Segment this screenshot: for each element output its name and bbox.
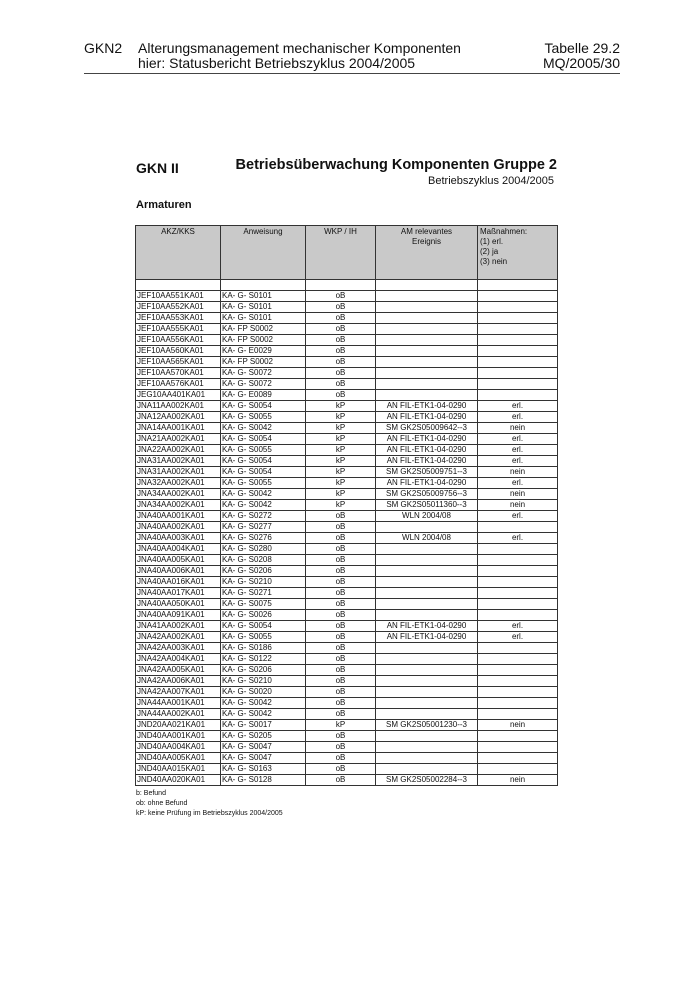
table-row — [136, 522, 558, 533]
cell-massnahme — [478, 368, 558, 379]
cell-akz: JND40AA015KA01 — [136, 764, 221, 775]
table-row — [136, 654, 558, 665]
cell-wkp: oB — [306, 731, 376, 742]
cell-am-ereignis — [376, 731, 478, 742]
cell-wkp: oB — [306, 533, 376, 544]
cell-am-ereignis — [376, 379, 478, 390]
cell-massnahme: erl. — [478, 434, 558, 445]
table-row — [136, 676, 558, 687]
table-row — [136, 643, 558, 654]
table-row — [136, 632, 558, 643]
table-row — [136, 709, 558, 720]
cell-anweisung: KA- G- S0054 — [221, 434, 306, 445]
cell-akz: JNA40AA017KA01 — [136, 588, 221, 599]
cell-massnahme: nein — [478, 423, 558, 434]
cell-wkp: kP — [306, 478, 376, 489]
cell-massnahme: nein — [478, 720, 558, 731]
cell-anweisung: KA- G- S0042 — [221, 489, 306, 500]
cell-massnahme — [478, 577, 558, 588]
cell-massnahme — [478, 665, 558, 676]
cell-anweisung: KA- G- S0075 — [221, 599, 306, 610]
column-header-am: AM relevantes Ereignis — [376, 226, 478, 280]
cell-am-ereignis — [376, 357, 478, 368]
cell-akz: JND40AA001KA01 — [136, 731, 221, 742]
cell-wkp: oB — [306, 577, 376, 588]
table-body — [136, 291, 558, 786]
table-row — [136, 775, 558, 786]
cell-am-ereignis: WLN 2004/08 — [376, 511, 478, 522]
cell-anweisung: KA- G- S0101 — [221, 302, 306, 313]
cell-am-ereignis: AN FIL-ETK1-04-0290 — [376, 401, 478, 412]
cell-akz: JNA22AA002KA01 — [136, 445, 221, 456]
cell-massnahme — [478, 313, 558, 324]
cell-am-ereignis — [376, 610, 478, 621]
cell-akz: JNA42AA007KA01 — [136, 687, 221, 698]
cell-wkp: oB — [306, 588, 376, 599]
cell-am-ereignis: SM GK2S05009756--3 — [376, 489, 478, 500]
cell-anweisung: KA- G- S0055 — [221, 445, 306, 456]
table-row — [136, 742, 558, 753]
cell-wkp: kP — [306, 489, 376, 500]
cell-massnahme — [478, 302, 558, 313]
plant-name: GKN II — [136, 160, 179, 176]
cell-am-ereignis: SM GK2S05002284--3 — [376, 775, 478, 786]
cell-anweisung: KA- G- S0163 — [221, 764, 306, 775]
cell-wkp: oB — [306, 698, 376, 709]
cell-anweisung: KA- G- S0042 — [221, 423, 306, 434]
table-row — [136, 698, 558, 709]
cell-massnahme: erl. — [478, 511, 558, 522]
cell-am-ereignis — [376, 313, 478, 324]
cell-akz: JNA34AA002KA01 — [136, 500, 221, 511]
cell-am-ereignis: AN FIL-ETK1-04-0290 — [376, 621, 478, 632]
cell-massnahme — [478, 346, 558, 357]
table-row — [136, 577, 558, 588]
cell-wkp: oB — [306, 764, 376, 775]
cell-wkp: oB — [306, 566, 376, 577]
cell-massnahme: erl. — [478, 632, 558, 643]
cell-massnahme — [478, 324, 558, 335]
cell-anweisung: KA- G- S0276 — [221, 533, 306, 544]
cell-akz: JNA11AA002KA01 — [136, 401, 221, 412]
cell-akz: JNA12AA002KA01 — [136, 412, 221, 423]
table-row — [136, 566, 558, 577]
cell-massnahme — [478, 335, 558, 346]
component-table — [135, 225, 558, 786]
cell-anweisung: KA- G- S0128 — [221, 775, 306, 786]
cell-massnahme — [478, 588, 558, 599]
cell-am-ereignis — [376, 588, 478, 599]
table-row — [136, 665, 558, 676]
cell-wkp: oB — [306, 313, 376, 324]
cell-massnahme: nein — [478, 775, 558, 786]
cell-massnahme: nein — [478, 489, 558, 500]
cell-am-ereignis — [376, 698, 478, 709]
table-row — [136, 467, 558, 478]
cell-anweisung: KA- G- S0280 — [221, 544, 306, 555]
cell-am-ereignis — [376, 555, 478, 566]
cell-massnahme: erl. — [478, 456, 558, 467]
cell-akz: JEF10AA556KA01 — [136, 335, 221, 346]
table-row — [136, 456, 558, 467]
cell-akz: JNA40AA050KA01 — [136, 599, 221, 610]
cell-akz: JNA40AA006KA01 — [136, 566, 221, 577]
cell-am-ereignis — [376, 709, 478, 720]
cell-akz: JNA40AA016KA01 — [136, 577, 221, 588]
legend-item: kP: keine Prüfung im Betriebszyklus 2004/2005 — [136, 810, 283, 817]
document-subtitle: Betriebszyklus 2004/2005 — [428, 175, 554, 187]
cell-akz: JNA31AA002KA01 — [136, 456, 221, 467]
cell-anweisung: KA- G- S0272 — [221, 511, 306, 522]
cell-anweisung: KA- G- S0277 — [221, 522, 306, 533]
cell-anweisung: KA- G- S0054 — [221, 621, 306, 632]
cell-akz: JNA44AA002KA01 — [136, 709, 221, 720]
cell-massnahme: erl. — [478, 412, 558, 423]
table-row — [136, 731, 558, 742]
cell-wkp: oB — [306, 346, 376, 357]
cell-wkp: oB — [306, 335, 376, 346]
cell-wkp: oB — [306, 324, 376, 335]
cell-wkp: kP — [306, 500, 376, 511]
cell-anweisung: KA- G- S0042 — [221, 500, 306, 511]
section-heading: Armaturen — [136, 199, 192, 211]
table-row — [136, 720, 558, 731]
legend-item: b: Befund — [136, 790, 166, 797]
cell-am-ereignis: AN FIL-ETK1-04-0290 — [376, 632, 478, 643]
table-row — [136, 610, 558, 621]
cell-massnahme: nein — [478, 467, 558, 478]
table-row — [136, 544, 558, 555]
table-row — [136, 357, 558, 368]
cell-akz: JNA42AA003KA01 — [136, 643, 221, 654]
cell-akz: JNA40AA005KA01 — [136, 555, 221, 566]
cell-massnahme — [478, 687, 558, 698]
cell-wkp: oB — [306, 357, 376, 368]
cell-anweisung: KA- G- S0206 — [221, 665, 306, 676]
table-row — [136, 313, 558, 324]
cell-am-ereignis — [376, 324, 478, 335]
cell-wkp: oB — [306, 632, 376, 643]
cell-akz: JNA41AA002KA01 — [136, 621, 221, 632]
cell-massnahme: erl. — [478, 478, 558, 489]
table-row — [136, 533, 558, 544]
cell-am-ereignis — [376, 599, 478, 610]
cell-am-ereignis — [376, 643, 478, 654]
cell-akz: JNA40AA004KA01 — [136, 544, 221, 555]
cell-wkp: oB — [306, 665, 376, 676]
cell-anweisung: KA- G- S0047 — [221, 742, 306, 753]
table-row — [136, 445, 558, 456]
cell-anweisung: KA- G- S0208 — [221, 555, 306, 566]
header-document-code: MQ/2005/30 — [542, 55, 620, 71]
header-spacer-row — [136, 280, 558, 291]
cell-wkp: kP — [306, 445, 376, 456]
cell-akz: JEF10AA551KA01 — [136, 291, 221, 302]
cell-anweisung: KA- G- S0210 — [221, 577, 306, 588]
cell-am-ereignis — [376, 566, 478, 577]
cell-wkp: kP — [306, 720, 376, 731]
table-row — [136, 599, 558, 610]
cell-anweisung: KA- G- E0029 — [221, 346, 306, 357]
cell-wkp: oB — [306, 544, 376, 555]
table-row — [136, 500, 558, 511]
table-row — [136, 412, 558, 423]
cell-wkp: oB — [306, 522, 376, 533]
cell-anweisung: KA- G- S0055 — [221, 632, 306, 643]
column-header-massnahmen: Maßnahmen: (1) erl. (2) ja (3) nein — [478, 226, 558, 280]
cell-anweisung: KA- G- S0017 — [221, 720, 306, 731]
table-row — [136, 555, 558, 566]
cell-akz: JNA40AA003KA01 — [136, 533, 221, 544]
cell-akz: JNA14AA001KA01 — [136, 423, 221, 434]
cell-anweisung: KA- G- S0206 — [221, 566, 306, 577]
legend-item: ob: ohne Befund — [136, 800, 188, 807]
cell-akz: JNA42AA002KA01 — [136, 632, 221, 643]
cell-akz: JEF10AA560KA01 — [136, 346, 221, 357]
cell-anweisung: KA- G- S0054 — [221, 401, 306, 412]
cell-am-ereignis: AN FIL-ETK1-04-0290 — [376, 445, 478, 456]
cell-wkp: oB — [306, 610, 376, 621]
cell-wkp: kP — [306, 412, 376, 423]
cell-wkp: oB — [306, 379, 376, 390]
cell-am-ereignis: SM GK2S05009751--3 — [376, 467, 478, 478]
table-row — [136, 335, 558, 346]
cell-wkp: kP — [306, 467, 376, 478]
cell-anweisung: KA- G- S0101 — [221, 291, 306, 302]
cell-anweisung: KA- FP S0002 — [221, 335, 306, 346]
column-header-wkp: WKP / IH — [306, 226, 376, 280]
cell-wkp: oB — [306, 291, 376, 302]
cell-massnahme: erl. — [478, 401, 558, 412]
cell-massnahme — [478, 654, 558, 665]
cell-akz: JEG10AA401KA01 — [136, 390, 221, 401]
table-row — [136, 478, 558, 489]
table-row — [136, 621, 558, 632]
header-table-number: Tabelle 29.2 — [544, 40, 620, 56]
table-row — [136, 764, 558, 775]
cell-massnahme — [478, 544, 558, 555]
cell-akz: JNA42AA006KA01 — [136, 676, 221, 687]
table-row — [136, 291, 558, 302]
cell-anweisung: KA- G- S0054 — [221, 467, 306, 478]
cell-massnahme — [478, 742, 558, 753]
cell-akz: JND40AA005KA01 — [136, 753, 221, 764]
table-row — [136, 324, 558, 335]
cell-am-ereignis — [376, 346, 478, 357]
table-row — [136, 753, 558, 764]
cell-am-ereignis — [376, 654, 478, 665]
cell-wkp: oB — [306, 621, 376, 632]
legend — [136, 789, 283, 819]
cell-am-ereignis — [376, 687, 478, 698]
cell-am-ereignis — [376, 742, 478, 753]
table-row — [136, 489, 558, 500]
cell-massnahme: erl. — [478, 533, 558, 544]
cell-am-ereignis — [376, 368, 478, 379]
cell-wkp: kP — [306, 401, 376, 412]
cell-akz: JNA21AA002KA01 — [136, 434, 221, 445]
table-row — [136, 401, 558, 412]
cell-anweisung: KA- G- S0026 — [221, 610, 306, 621]
cell-massnahme — [478, 698, 558, 709]
cell-anweisung: KA- G- S0042 — [221, 698, 306, 709]
cell-akz: JEF10AA576KA01 — [136, 379, 221, 390]
column-header-akz: AKZ/KKS — [136, 226, 221, 280]
cell-anweisung: KA- G- S0186 — [221, 643, 306, 654]
cell-massnahme: erl. — [478, 621, 558, 632]
cell-anweisung: KA- G- S0042 — [221, 709, 306, 720]
cell-akz: JNA42AA004KA01 — [136, 654, 221, 665]
cell-wkp: kP — [306, 456, 376, 467]
table-row — [136, 346, 558, 357]
cell-wkp: oB — [306, 687, 376, 698]
cell-am-ereignis — [376, 291, 478, 302]
table-row — [136, 511, 558, 522]
cell-massnahme — [478, 676, 558, 687]
cell-massnahme: erl. — [478, 445, 558, 456]
cell-wkp: oB — [306, 753, 376, 764]
cell-massnahme: nein — [478, 500, 558, 511]
cell-am-ereignis: SM GK2S05011360--3 — [376, 500, 478, 511]
cell-wkp: kP — [306, 423, 376, 434]
document-title: Betriebsüberwachung Komponenten Gruppe 2 — [235, 157, 557, 173]
cell-wkp: oB — [306, 742, 376, 753]
page-header — [84, 41, 620, 74]
cell-wkp: oB — [306, 555, 376, 566]
table-row — [136, 588, 558, 599]
cell-massnahme — [478, 555, 558, 566]
cell-massnahme — [478, 522, 558, 533]
table-row — [136, 379, 558, 390]
cell-am-ereignis: AN FIL-ETK1-04-0290 — [376, 456, 478, 467]
cell-akz: JNA31AA002KA01 — [136, 467, 221, 478]
column-header-anweisung: Anweisung — [221, 226, 306, 280]
cell-massnahme — [478, 610, 558, 621]
cell-akz: JEF10AA570KA01 — [136, 368, 221, 379]
cell-akz: JEF10AA552KA01 — [136, 302, 221, 313]
cell-massnahme — [478, 357, 558, 368]
table-row — [136, 687, 558, 698]
cell-akz: JEF10AA565KA01 — [136, 357, 221, 368]
cell-am-ereignis: AN FIL-ETK1-04-0290 — [376, 412, 478, 423]
table-row — [136, 423, 558, 434]
cell-am-ereignis — [376, 390, 478, 401]
header-reference — [543, 41, 620, 71]
cell-am-ereignis: SM GK2S05001230--3 — [376, 720, 478, 731]
cell-am-ereignis: WLN 2004/08 — [376, 533, 478, 544]
cell-anweisung: KA- G- S0020 — [221, 687, 306, 698]
cell-akz: JNA44AA001KA01 — [136, 698, 221, 709]
cell-am-ereignis — [376, 544, 478, 555]
cell-wkp: oB — [306, 368, 376, 379]
cell-massnahme — [478, 753, 558, 764]
cell-anweisung: KA- G- E0089 — [221, 390, 306, 401]
cell-akz: JNA32AA002KA01 — [136, 478, 221, 489]
table-row — [136, 434, 558, 445]
cell-wkp: oB — [306, 511, 376, 522]
header-line-2: hier: Statusbericht Betriebszyklus 2004/2005 — [138, 55, 416, 71]
cell-am-ereignis — [376, 577, 478, 588]
cell-wkp: oB — [306, 676, 376, 687]
cell-anweisung: KA- G- S0101 — [221, 313, 306, 324]
cell-anweisung: KA- G- S0072 — [221, 368, 306, 379]
cell-am-ereignis — [376, 335, 478, 346]
cell-wkp: oB — [306, 302, 376, 313]
header-line-1: Alterungsmanagement mechanischer Komponenten — [138, 40, 461, 56]
cell-akz: JEF10AA553KA01 — [136, 313, 221, 324]
cell-massnahme — [478, 599, 558, 610]
header-subject — [138, 41, 461, 71]
cell-anweisung: KA- FP S0002 — [221, 357, 306, 368]
cell-akz: JND40AA004KA01 — [136, 742, 221, 753]
cell-wkp: oB — [306, 775, 376, 786]
cell-akz: JNA40AA091KA01 — [136, 610, 221, 621]
cell-anweisung: KA- G- S0122 — [221, 654, 306, 665]
cell-massnahme — [478, 764, 558, 775]
cell-anweisung: KA- G- S0210 — [221, 676, 306, 687]
cell-massnahme — [478, 566, 558, 577]
cell-anweisung: KA- FP S0002 — [221, 324, 306, 335]
cell-akz: JNA42AA005KA01 — [136, 665, 221, 676]
cell-am-ereignis: SM GK2S05009642--3 — [376, 423, 478, 434]
cell-am-ereignis — [376, 522, 478, 533]
cell-wkp: oB — [306, 643, 376, 654]
cell-akz: JEF10AA555KA01 — [136, 324, 221, 335]
cell-wkp: oB — [306, 709, 376, 720]
cell-anweisung: KA- G- S0055 — [221, 478, 306, 489]
cell-anweisung: KA- G- S0072 — [221, 379, 306, 390]
cell-wkp: oB — [306, 390, 376, 401]
table-row — [136, 302, 558, 313]
cell-massnahme — [478, 379, 558, 390]
cell-massnahme — [478, 709, 558, 720]
cell-anweisung: KA- G- S0205 — [221, 731, 306, 742]
cell-anweisung: KA- G- S0047 — [221, 753, 306, 764]
cell-massnahme — [478, 390, 558, 401]
cell-akz: JND20AA021KA01 — [136, 720, 221, 731]
table-row — [136, 390, 558, 401]
cell-am-ereignis — [376, 753, 478, 764]
cell-wkp: oB — [306, 599, 376, 610]
cell-massnahme — [478, 643, 558, 654]
cell-akz: JNA40AA001KA01 — [136, 511, 221, 522]
cell-wkp: oB — [306, 654, 376, 665]
cell-am-ereignis — [376, 764, 478, 775]
cell-am-ereignis — [376, 302, 478, 313]
table-row — [136, 368, 558, 379]
table-header-row — [136, 226, 558, 280]
cell-massnahme — [478, 731, 558, 742]
cell-akz: JNA40AA002KA01 — [136, 522, 221, 533]
cell-akz: JND40AA020KA01 — [136, 775, 221, 786]
cell-am-ereignis — [376, 665, 478, 676]
cell-anweisung: KA- G- S0055 — [221, 412, 306, 423]
cell-akz: JNA34AA002KA01 — [136, 489, 221, 500]
cell-am-ereignis: AN FIL-ETK1-04-0290 — [376, 478, 478, 489]
cell-anweisung: KA- G- S0271 — [221, 588, 306, 599]
cell-anweisung: KA- G- S0054 — [221, 456, 306, 467]
cell-am-ereignis — [376, 676, 478, 687]
cell-massnahme — [478, 291, 558, 302]
cell-wkp: kP — [306, 434, 376, 445]
header-code: GKN2 — [84, 40, 123, 56]
cell-am-ereignis: AN FIL-ETK1-04-0290 — [376, 434, 478, 445]
